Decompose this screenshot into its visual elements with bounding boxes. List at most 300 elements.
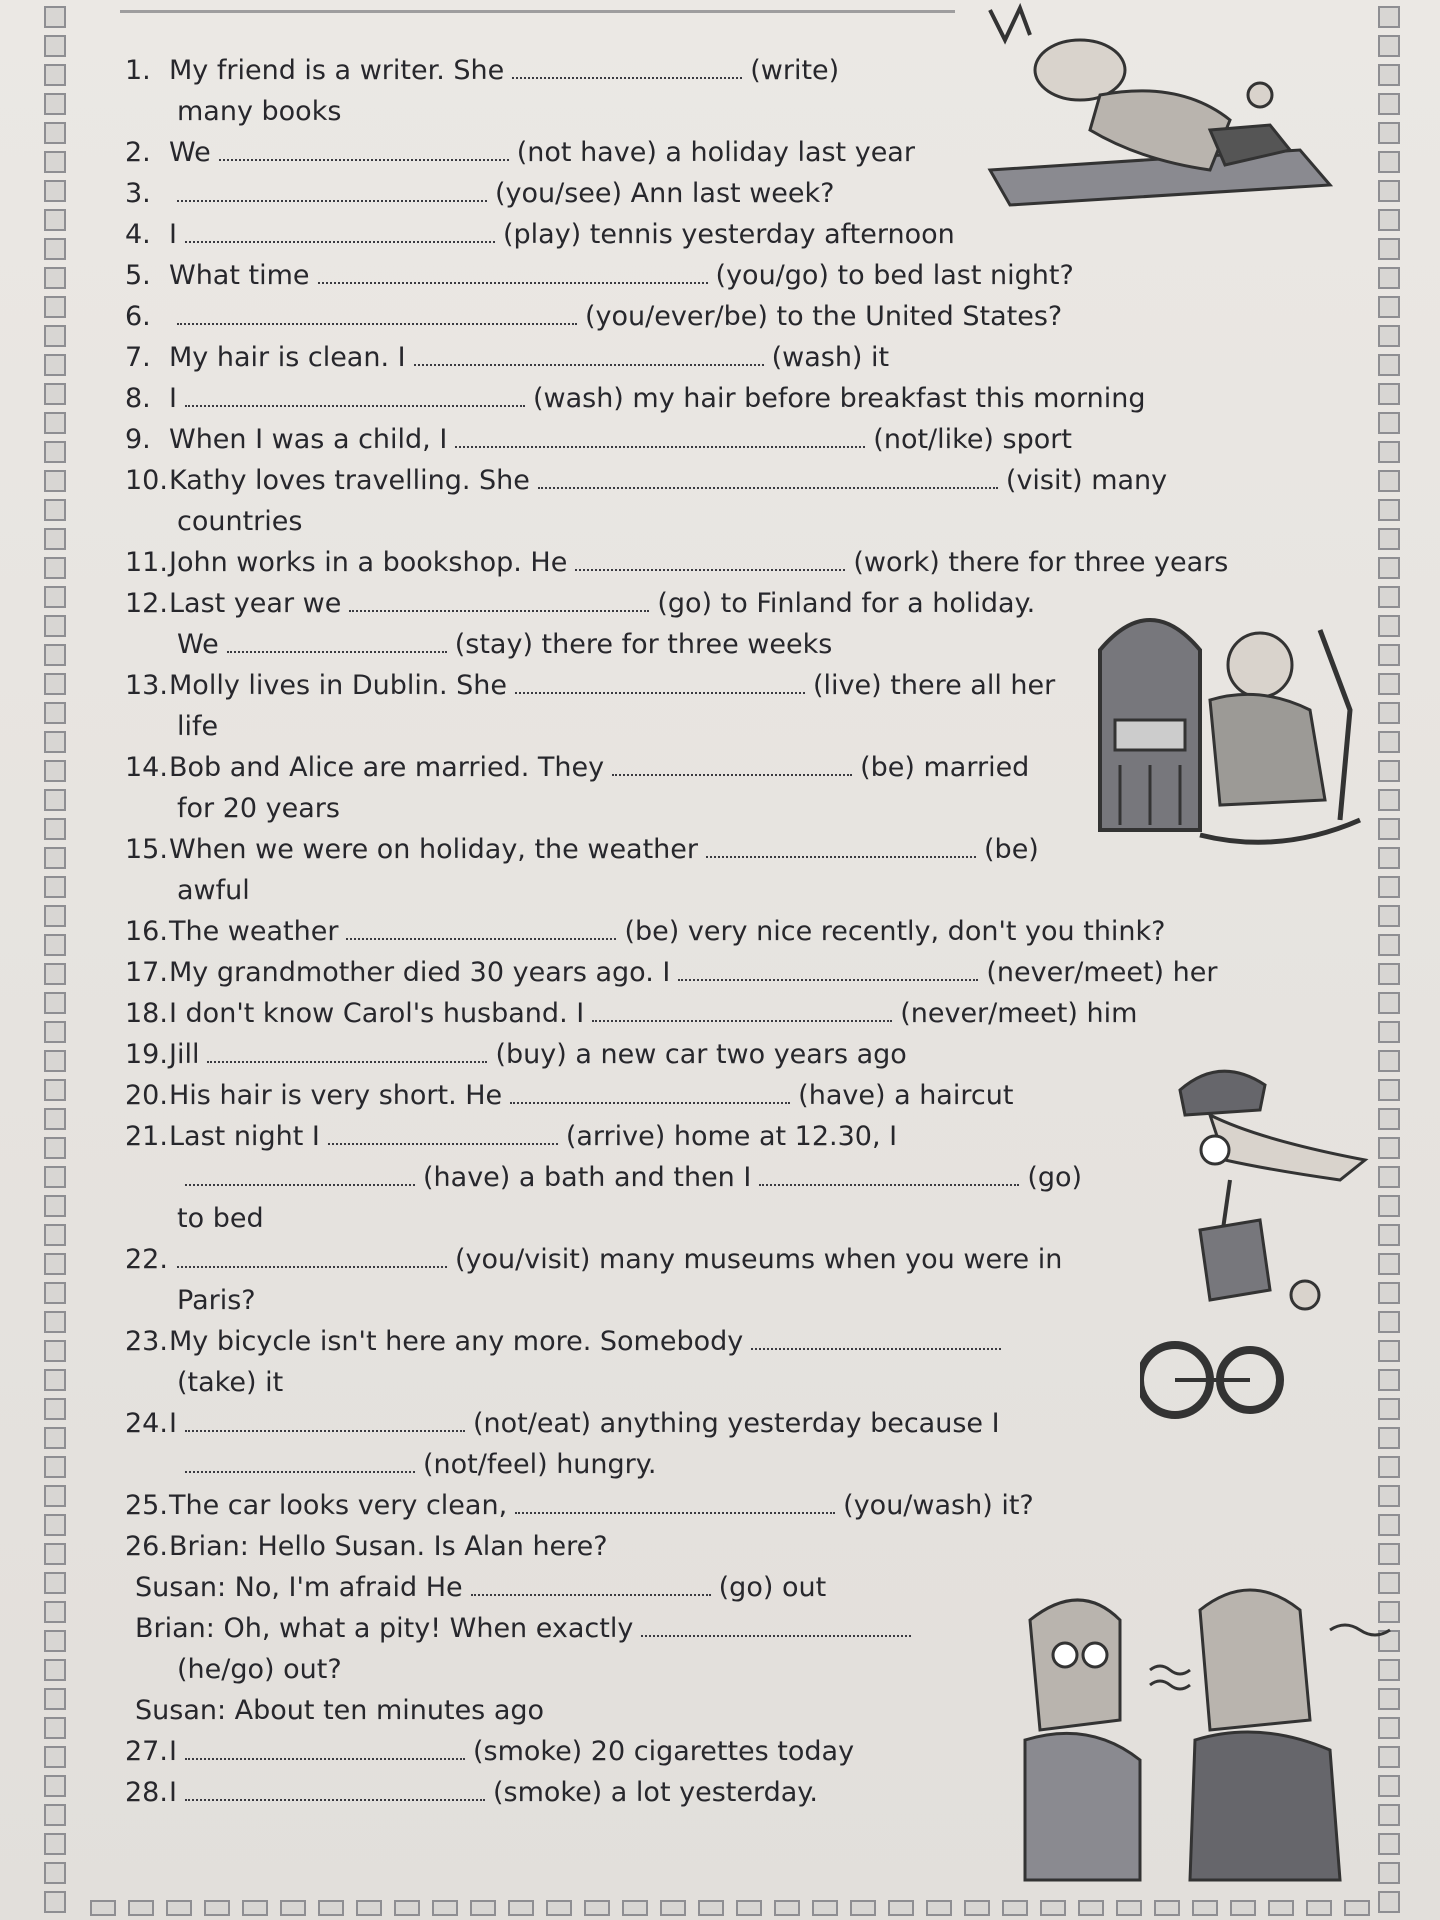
border-square xyxy=(1378,6,1400,28)
exercise-text: John works in a bookshop. He xyxy=(169,547,568,578)
exercise-number: 27. xyxy=(125,1736,168,1767)
answer-blank[interactable] xyxy=(759,1162,1019,1186)
exercise-text: Susan: No, I'm afraid He xyxy=(135,1572,463,1603)
border-square xyxy=(508,1900,534,1916)
border-square xyxy=(1078,1900,1104,1916)
border-square xyxy=(1378,557,1400,579)
exercise-line xyxy=(125,1239,1285,1280)
border-square xyxy=(204,1900,230,1916)
border-square xyxy=(318,1900,344,1916)
border-square xyxy=(1378,412,1400,434)
border-square xyxy=(242,1900,268,1916)
verb-prompt: (have) a haircut xyxy=(798,1080,1014,1111)
exercise-text: I xyxy=(169,1408,177,1439)
border-square xyxy=(44,847,66,869)
exercise-text: I xyxy=(169,383,177,414)
exercise-line xyxy=(125,1075,1285,1116)
verb-prompt: (buy) a new car two years ago xyxy=(495,1039,907,1070)
border-square xyxy=(44,64,66,86)
border-square xyxy=(1378,963,1400,985)
border-square xyxy=(850,1900,876,1916)
border-square xyxy=(1378,383,1400,405)
border-square xyxy=(1378,1427,1400,1449)
exercise-number: 21. xyxy=(125,1121,168,1152)
exercise-number: 25. xyxy=(125,1490,168,1521)
border-square xyxy=(812,1900,838,1916)
border-square xyxy=(44,6,66,28)
border-square xyxy=(44,151,66,173)
border-square xyxy=(44,528,66,550)
border-square xyxy=(44,1166,66,1188)
border-square xyxy=(1378,934,1400,956)
exercise-line xyxy=(125,378,1285,419)
exercise-text: I don't know Carol's husband. I xyxy=(169,998,585,1029)
exercise-text: What time xyxy=(169,260,310,291)
exercise-list xyxy=(125,50,1285,1813)
border-square xyxy=(394,1900,420,1916)
border-square xyxy=(44,557,66,579)
exercise-line xyxy=(125,1403,1285,1444)
verb-prompt: (not/like) sport xyxy=(873,424,1072,455)
border-square xyxy=(44,1195,66,1217)
border-square xyxy=(1040,1900,1066,1916)
exercise-number: 15. xyxy=(125,834,168,865)
exercise-number: 22. xyxy=(125,1244,168,1275)
exercise-line xyxy=(125,1444,1285,1485)
exercise-number: 16. xyxy=(125,916,168,947)
border-square xyxy=(1378,992,1400,1014)
border-square xyxy=(44,1601,66,1623)
exercise-text: We xyxy=(169,137,211,168)
bottom-decorative-border xyxy=(90,1900,1420,1918)
verb-prompt: (go) xyxy=(1027,1162,1083,1193)
answer-blank[interactable] xyxy=(177,178,487,202)
border-square xyxy=(44,1224,66,1246)
border-square xyxy=(44,1108,66,1130)
answer-blank[interactable] xyxy=(538,465,998,489)
border-square xyxy=(44,1804,66,1826)
verb-prompt: (not/eat) anything yesterday because I xyxy=(472,1408,1000,1439)
exercise-line xyxy=(125,1116,1285,1157)
border-square xyxy=(1378,325,1400,347)
border-square xyxy=(44,499,66,521)
border-square xyxy=(1378,296,1400,318)
exercise-line xyxy=(125,1526,1285,1567)
border-square xyxy=(470,1900,496,1916)
border-square xyxy=(1378,64,1400,86)
border-square xyxy=(1378,267,1400,289)
border-square xyxy=(1344,1900,1370,1916)
verb-prompt: (smoke) a lot yesterday. xyxy=(492,1777,818,1808)
answer-blank[interactable] xyxy=(185,1162,415,1186)
border-square xyxy=(44,1340,66,1362)
border-square xyxy=(1378,470,1400,492)
border-square xyxy=(1154,1900,1180,1916)
border-square xyxy=(44,35,66,57)
border-square xyxy=(44,1456,66,1478)
exercise-number: 17. xyxy=(125,957,168,988)
exercise-number: 26. xyxy=(125,1531,168,1562)
verb-prompt: (work) there for three years xyxy=(853,547,1229,578)
exercise-text: My bicycle isn't here any more. Somebody xyxy=(169,1326,744,1357)
verb-prompt: (you/wash) it? xyxy=(843,1490,1034,1521)
verb-prompt: (wash) it xyxy=(771,342,890,373)
exercise-number: 5. xyxy=(125,260,151,291)
border-square xyxy=(44,296,66,318)
border-square xyxy=(44,1746,66,1768)
border-square xyxy=(44,209,66,231)
border-square xyxy=(736,1900,762,1916)
border-square xyxy=(888,1900,914,1916)
border-square xyxy=(44,905,66,927)
border-square xyxy=(44,1514,66,1536)
exercise-number: 3. xyxy=(125,178,151,209)
verb-prompt: (be) married xyxy=(860,752,1030,783)
verb-prompt: (you/ever/be) to the United States? xyxy=(585,301,1063,332)
border-square xyxy=(44,586,66,608)
border-square xyxy=(356,1900,382,1916)
exercise-text: My grandmother died 30 years ago. I xyxy=(169,957,671,988)
verb-prompt: (never/meet) him xyxy=(900,998,1138,1029)
old-woman-radio-icon xyxy=(1090,590,1390,850)
exercise-text: Kathy loves travelling. She xyxy=(169,465,530,496)
border-square xyxy=(1378,441,1400,463)
exercise-line xyxy=(125,419,1285,460)
border-square xyxy=(44,1137,66,1159)
exercise-number: 1. xyxy=(125,55,151,86)
exercise-line xyxy=(125,952,1285,993)
verb-prompt: (not have) a holiday last year xyxy=(516,137,915,168)
verb-prompt: (smoke) 20 cigarettes today xyxy=(472,1736,855,1767)
exercise-text: Jill xyxy=(169,1039,200,1070)
exercise-number: 9. xyxy=(125,424,151,455)
exercise-line xyxy=(125,870,1285,911)
exercise-number: 7. xyxy=(125,342,151,373)
verb-prompt: (go) out xyxy=(718,1572,827,1603)
exercise-text: to bed xyxy=(177,1203,264,1234)
exercise-number: 4. xyxy=(125,219,151,250)
border-square xyxy=(44,818,66,840)
border-square xyxy=(44,1282,66,1304)
exercise-text: I xyxy=(169,219,177,250)
answer-blank[interactable] xyxy=(177,1244,447,1268)
verb-prompt: (play) tennis yesterday afternoon xyxy=(502,219,955,250)
border-square xyxy=(44,1543,66,1565)
border-square xyxy=(44,1630,66,1652)
answer-blank[interactable] xyxy=(185,383,525,407)
border-square xyxy=(44,1862,66,1884)
answer-blank[interactable] xyxy=(471,1572,711,1596)
verb-prompt: (not/feel) hungry. xyxy=(423,1449,657,1480)
answer-blank[interactable] xyxy=(592,998,892,1022)
exercise-text: for 20 years xyxy=(177,793,340,824)
answer-blank[interactable] xyxy=(510,1080,790,1104)
verb-prompt: (write) xyxy=(750,55,840,86)
border-square xyxy=(44,1891,66,1913)
border-square xyxy=(44,1485,66,1507)
answer-blank[interactable] xyxy=(515,1490,835,1514)
border-square xyxy=(44,1427,66,1449)
exercise-number: 24. xyxy=(125,1408,168,1439)
exercise-line xyxy=(125,1321,1285,1362)
border-square xyxy=(44,1659,66,1681)
answer-blank[interactable] xyxy=(177,301,577,325)
border-square xyxy=(926,1900,952,1916)
exercise-text: Molly lives in Dublin. She xyxy=(169,670,508,701)
answer-blank[interactable] xyxy=(185,219,495,243)
border-square xyxy=(1192,1900,1218,1916)
exercise-text: When we were on holiday, the weather xyxy=(169,834,699,865)
exercise-line xyxy=(125,993,1285,1034)
exercise-text: awful xyxy=(177,875,250,906)
answer-blank[interactable] xyxy=(207,1039,487,1063)
border-square xyxy=(1378,1514,1400,1536)
verb-prompt: (live) there all her xyxy=(813,670,1056,701)
exercise-line xyxy=(125,1198,1285,1239)
border-square xyxy=(1378,180,1400,202)
border-square xyxy=(44,615,66,637)
answer-blank[interactable] xyxy=(185,1777,485,1801)
border-square xyxy=(1378,151,1400,173)
top-rule xyxy=(120,10,955,13)
man-bicycle-icon xyxy=(1140,1050,1430,1420)
answer-blank[interactable] xyxy=(455,424,865,448)
border-square xyxy=(44,1369,66,1391)
exercise-text: Brian: Hello Susan. Is Alan here? xyxy=(169,1531,608,1562)
exercise-text: Brian: Oh, what a pity! When exactly xyxy=(135,1613,634,1644)
exercise-number: 10. xyxy=(125,465,168,496)
exercise-line xyxy=(125,501,1285,542)
answer-blank[interactable] xyxy=(515,670,805,694)
border-square xyxy=(44,1572,66,1594)
answer-blank[interactable] xyxy=(346,916,616,940)
verb-prompt: (visit) many xyxy=(1005,465,1168,496)
exercise-number: 14. xyxy=(125,752,168,783)
exercise-line xyxy=(125,1034,1285,1075)
border-square xyxy=(1378,354,1400,376)
border-square xyxy=(44,180,66,202)
border-square xyxy=(44,1079,66,1101)
exercise-number: 20. xyxy=(125,1080,168,1111)
exercise-text: The car looks very clean, xyxy=(169,1490,508,1521)
border-square xyxy=(44,325,66,347)
exercise-text: When I was a child, I xyxy=(169,424,448,455)
answer-blank[interactable] xyxy=(185,1449,415,1473)
border-square xyxy=(774,1900,800,1916)
answer-blank[interactable] xyxy=(185,1408,465,1432)
border-square xyxy=(44,412,66,434)
exercise-number: 28. xyxy=(125,1777,168,1808)
answer-blank[interactable] xyxy=(512,55,742,79)
answer-blank[interactable] xyxy=(414,342,764,366)
left-decorative-border xyxy=(38,0,72,1920)
border-square xyxy=(44,122,66,144)
border-square xyxy=(44,673,66,695)
border-square xyxy=(1378,905,1400,927)
border-square xyxy=(44,1050,66,1072)
answer-blank[interactable] xyxy=(706,834,976,858)
two-men-smoking-icon xyxy=(1010,1570,1410,1900)
exercise-line xyxy=(125,337,1285,378)
man-relaxing-illustration xyxy=(970,0,1350,210)
exercise-line xyxy=(125,255,1285,296)
exercise-text: My friend is a writer. She xyxy=(169,55,505,86)
border-square xyxy=(90,1900,116,1916)
verb-prompt: (be) xyxy=(984,834,1039,865)
exercise-text: I xyxy=(169,1777,177,1808)
verb-prompt: (go) to Finland for a holiday. xyxy=(657,588,1036,619)
exercise-number: 18. xyxy=(125,998,168,1029)
exercise-number: 8. xyxy=(125,383,151,414)
border-square xyxy=(1378,528,1400,550)
exercise-number: 11. xyxy=(125,547,168,578)
border-square xyxy=(660,1900,686,1916)
answer-blank[interactable] xyxy=(678,957,978,981)
exercise-text: Paris? xyxy=(177,1285,256,1316)
border-square xyxy=(44,876,66,898)
exercise-number: 12. xyxy=(125,588,168,619)
verb-prompt: (you/see) Ann last week? xyxy=(495,178,835,209)
exercise-text: My hair is clean. I xyxy=(169,342,406,373)
exercise-text: life xyxy=(177,711,219,742)
two-men-illustration xyxy=(1010,1570,1410,1900)
exercise-line xyxy=(125,1485,1285,1526)
border-square xyxy=(44,963,66,985)
border-square xyxy=(44,934,66,956)
border-square xyxy=(1378,209,1400,231)
border-square xyxy=(584,1900,610,1916)
exercise-text: (he/go) out? xyxy=(177,1654,342,1685)
verb-prompt: (be) very nice recently, don't you think? xyxy=(624,916,1166,947)
exercise-text: Last night I xyxy=(169,1121,320,1152)
border-square xyxy=(44,1717,66,1739)
border-square xyxy=(44,789,66,811)
verb-prompt: (never/meet) her xyxy=(986,957,1218,988)
border-square xyxy=(44,1833,66,1855)
border-square xyxy=(1306,1900,1332,1916)
answer-blank[interactable] xyxy=(227,629,447,653)
border-square xyxy=(1378,35,1400,57)
man-relaxing-icon xyxy=(970,0,1350,210)
border-square xyxy=(44,644,66,666)
border-square xyxy=(1378,1021,1400,1043)
border-square xyxy=(44,267,66,289)
border-square xyxy=(44,1311,66,1333)
border-square xyxy=(546,1900,572,1916)
border-square xyxy=(44,1775,66,1797)
verb-prompt: (you/visit) many museums when you were in xyxy=(455,1244,1063,1275)
border-square xyxy=(44,93,66,115)
border-square xyxy=(280,1900,306,1916)
exercise-number: 2. xyxy=(125,137,151,168)
border-square xyxy=(44,238,66,260)
border-square xyxy=(1378,1485,1400,1507)
border-square xyxy=(44,1398,66,1420)
exercise-line xyxy=(125,1280,1285,1321)
exercise-text: I xyxy=(169,1736,177,1767)
exercise-line xyxy=(125,911,1285,952)
border-square xyxy=(964,1900,990,1916)
exercise-text: We xyxy=(177,629,219,660)
exercise-text: Last year we xyxy=(169,588,342,619)
exercise-number: 23. xyxy=(125,1326,168,1357)
answer-blank[interactable] xyxy=(185,1736,465,1760)
answer-blank[interactable] xyxy=(349,588,649,612)
border-square xyxy=(1378,847,1400,869)
exercise-text: (take) it xyxy=(177,1367,284,1398)
border-square xyxy=(622,1900,648,1916)
border-square xyxy=(1116,1900,1142,1916)
verb-prompt: (stay) there for three weeks xyxy=(454,629,833,660)
woman-radio-illustration xyxy=(1090,590,1390,850)
answer-blank[interactable] xyxy=(641,1613,911,1637)
border-square xyxy=(128,1900,154,1916)
border-square xyxy=(1230,1900,1256,1916)
border-square xyxy=(432,1900,458,1916)
answer-blank[interactable] xyxy=(612,752,852,776)
border-square xyxy=(44,760,66,782)
exercise-line xyxy=(125,1362,1285,1403)
cyclist-illustration xyxy=(1140,1050,1430,1420)
answer-blank[interactable] xyxy=(219,137,509,161)
exercise-text: His hair is very short. He xyxy=(169,1080,503,1111)
border-square xyxy=(44,992,66,1014)
border-square xyxy=(1378,1456,1400,1478)
border-square xyxy=(44,702,66,724)
exercise-text: many books xyxy=(177,96,342,127)
border-square xyxy=(1378,499,1400,521)
border-square xyxy=(166,1900,192,1916)
exercise-line xyxy=(125,542,1285,583)
border-square xyxy=(1378,122,1400,144)
answer-blank[interactable] xyxy=(318,260,708,284)
border-square xyxy=(1268,1900,1294,1916)
border-square xyxy=(1378,1543,1400,1565)
border-square xyxy=(44,1253,66,1275)
exercise-text: The weather xyxy=(169,916,339,947)
border-square xyxy=(44,383,66,405)
border-square xyxy=(1378,238,1400,260)
exercise-text: Susan: About ten minutes ago xyxy=(135,1695,545,1726)
exercise-number: 13. xyxy=(125,670,168,701)
border-square xyxy=(44,441,66,463)
answer-blank[interactable] xyxy=(751,1326,1001,1350)
border-square xyxy=(1002,1900,1028,1916)
exercise-line xyxy=(125,214,1285,255)
border-square xyxy=(44,354,66,376)
answer-blank[interactable] xyxy=(575,547,845,571)
verb-prompt: (arrive) home at 12.30, I xyxy=(565,1121,898,1152)
exercise-text: Bob and Alice are married. They xyxy=(169,752,605,783)
exercise-text: countries xyxy=(177,506,303,537)
verb-prompt: (you/go) to bed last night? xyxy=(715,260,1074,291)
border-square xyxy=(44,1688,66,1710)
answer-blank[interactable] xyxy=(328,1121,558,1145)
border-square xyxy=(1378,93,1400,115)
border-square xyxy=(44,731,66,753)
exercise-line xyxy=(125,296,1285,337)
exercise-line xyxy=(125,1157,1285,1198)
border-square xyxy=(1378,876,1400,898)
border-square xyxy=(44,470,66,492)
exercise-number: 6. xyxy=(125,301,151,332)
exercise-number: 19. xyxy=(125,1039,168,1070)
verb-prompt: (have) a bath and then I xyxy=(423,1162,752,1193)
border-square xyxy=(44,1021,66,1043)
verb-prompt: (wash) my hair before breakfast this morning xyxy=(532,383,1146,414)
border-square xyxy=(698,1900,724,1916)
exercise-line xyxy=(125,460,1285,501)
